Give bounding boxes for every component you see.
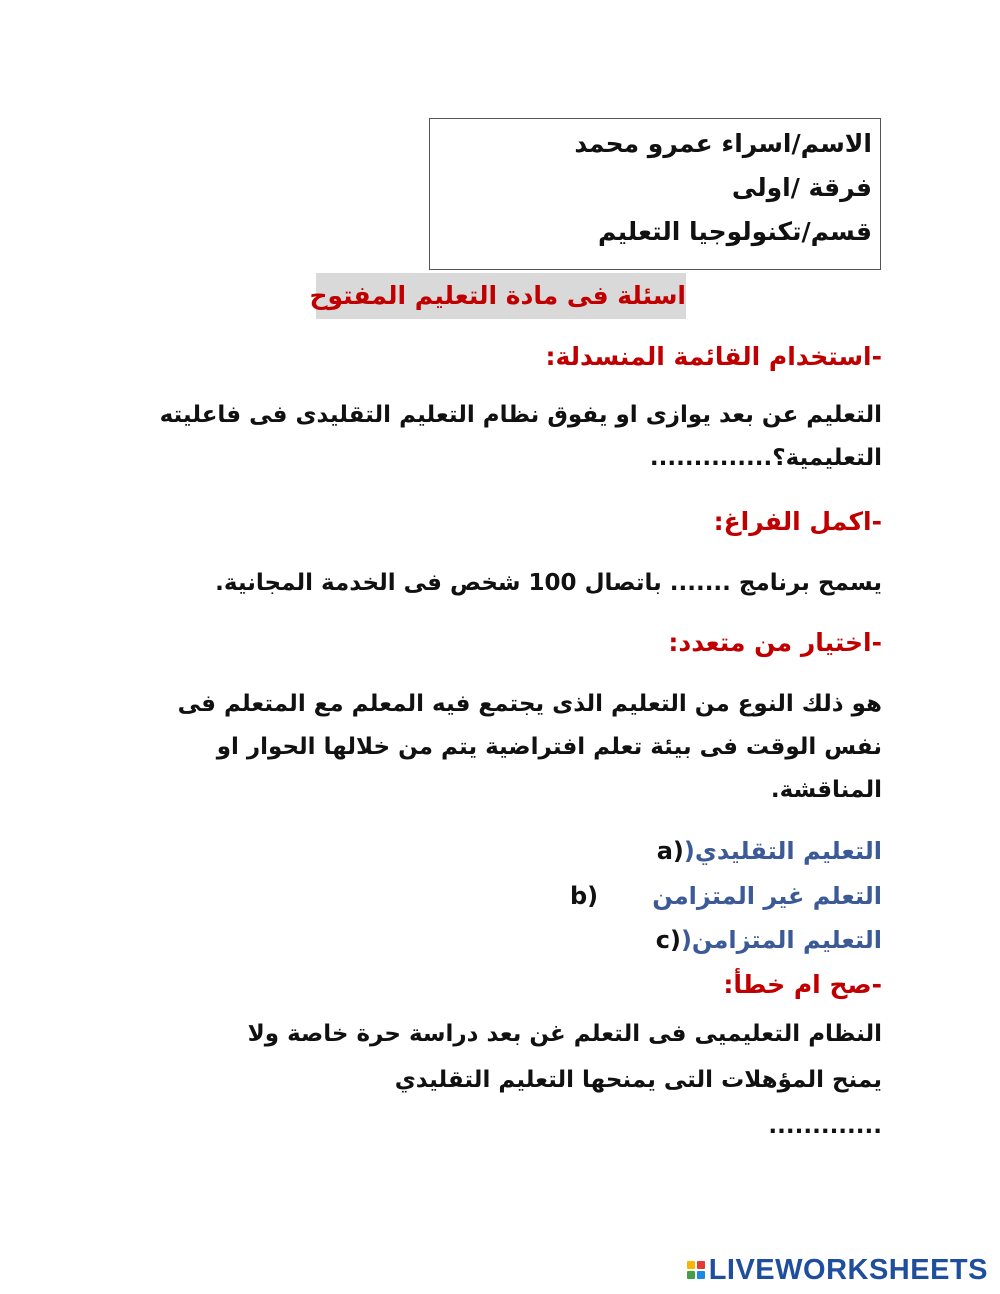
tf-question-line1: النظام التعليميى فى التعلم غن بعد دراسة حرة خاصة ولا — [247, 1021, 882, 1047]
fill-blank-heading: -اكمل الفراغ: — [713, 507, 882, 536]
student-name: الاسم/اسراء عمرو محمد — [574, 129, 872, 158]
true-false-question — [248, 1011, 882, 1149]
student-year: فرقة /اولى — [731, 173, 872, 202]
mc-option-b-text: التعلم غير المتزامن — [652, 882, 882, 910]
fill-blank-question — [215, 562, 882, 605]
dropdown-question-line2[interactable]: التعليمية؟.............. — [649, 445, 882, 471]
mc-option-b-letter: b) — [570, 882, 599, 910]
tf-question-line2: يمنح المؤهلات التى يمنحها التعليم التقليدي — [394, 1067, 882, 1093]
mc-option-c-letter: c) — [655, 926, 681, 954]
mc-option-b[interactable] — [652, 876, 882, 916]
dropdown-question — [160, 394, 882, 480]
worksheet-title: اسئلة فى مادة التعليم المفتوح — [316, 273, 686, 319]
multiple-choice-question — [178, 683, 882, 812]
student-department: قسم/تكنولوجيا التعليم — [597, 217, 872, 246]
mc-option-a-letter: a) — [656, 837, 684, 865]
dropdown-heading: -استخدام القائمة المنسدلة: — [545, 342, 882, 371]
fill-blank-sentence[interactable]: يسمح برنامج ....... باتصال 100 شخص فى الخدمة المجانية. — [215, 570, 882, 596]
mc-question-line2: نفس الوقت فى بيئة تعلم افتراضية يتم من خلالها الحوار او — [216, 734, 882, 760]
dropdown-question-line1: التعليم عن بعد يوازى او يفوق نظام التعليم التقليدى فى فاعليته — [159, 402, 882, 428]
mc-option-a-text: التعليم التقليدي( — [683, 837, 882, 865]
tf-answer-blank[interactable]: ............. — [768, 1113, 882, 1139]
multiple-choice-heading: -اختيار من متعدد: — [668, 628, 882, 657]
brand-name: LIVEWORKSHEETS — [708, 1253, 988, 1286]
mc-option-c-text: التعليم المتزامن( — [680, 926, 882, 954]
mc-option-c[interactable] — [656, 920, 882, 960]
true-false-heading: -صح ام خطأ: — [723, 970, 882, 999]
mc-question-line1: هو ذلك النوع من التعليم الذى يجتمع فيه المعلم مع المتعلم فى — [177, 691, 882, 717]
mc-option-b-letter-wrap — [570, 876, 598, 916]
mc-option-a[interactable] — [657, 831, 882, 871]
student-info-box — [429, 118, 881, 270]
liveworksheets-brand[interactable] — [687, 1254, 988, 1286]
mc-question-line3: المناقشة. — [770, 777, 882, 803]
liveworksheets-logo-icon — [687, 1261, 705, 1279]
